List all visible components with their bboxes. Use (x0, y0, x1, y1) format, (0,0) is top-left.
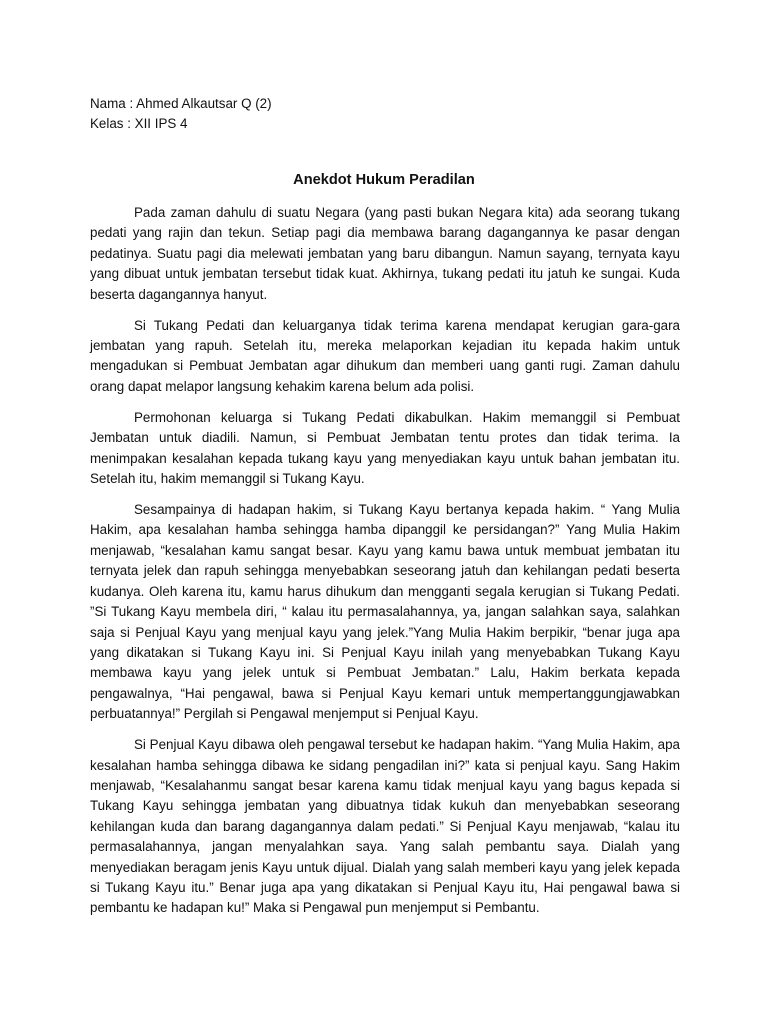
student-name: Nama : Ahmed Alkautsar Q (2) (90, 96, 272, 111)
paragraph-1: Pada zaman dahulu di suatu Negara (yang pasti bukan Negara kita) ada seorang tukang pedati yang rajin dan tekun. Setiap pagi dia membawa barang dagangannya ke pasar dengan pedatinya. Suatu pagi dia melewati jembatan yang baru dibangun. Namun sayang, ternyata kayu yang dibuat untuk jembatan tersebut tidak kuat. Akhirnya, tukang pedati itu jatuh ke sungai. Kuda beserta dagangannya hanyut. (90, 205, 680, 302)
document-body (90, 203, 680, 929)
paragraph-5: Si Penjual Kayu dibawa oleh pengawal tersebut ke hadapan hakim. “Yang Mulia Hakim, apa kesalahan hamba sehingga dibawa ke sidang pengadilan ini?” kata si penjual kayu. Sang Hakim menjawab, “Kesalahanmu sangat besar karena kamu tidak menjual kayu yang bagus kepada si Tukang Kayu sehingga jembatan yang dibuatnya tidak kukuh dan menyebabkan seseorang kehilangan kuda dan barang dagangannya dalam pedati.” Si Penjual Kayu menjawab, “kalau itu permasalahannya, jangan menyalahkan saya. Yang salah pembantu saya. Dialah yang menyediakan beragam jenis Kayu untuk dijual. Dialah yang salah memberi kayu yang jelek kepada si Tukang Kayu itu.” Benar juga apa yang dikatakan si Penjual Kayu itu, Hai pengawal bawa si pembantu ke hadapan ku!” Maka si Pengawal pun menjemput si Pembantu. (90, 737, 680, 916)
paragraph-4: Sesampainya di hadapan hakim, si Tukang Kayu bertanya kepada hakim. “ Yang Mulia Hakim, apa kesalahan hamba sehingga hamba dipanggil ke persidangan?” Yang Mulia Hakim menjawab, “kesalahan kamu sangat besar. Kayu yang kamu bawa untuk membuat jembatan itu ternyata jelek dan rapuh sehingga menyebabkan seseorang jatuh dan kehilangan pedati beserta kudanya. Oleh karena itu, kamu harus dihukum dan mengganti segala kerugian si Tukang Pedati. ”Si Tukang Kayu membela diri, “ kalau itu permasalahannya, ya, jangan salahkan saya, salahkan saja si Penjual Kayu yang menjual kayu yang jelek.”Yang Mulia Hakim berpikir, “benar juga apa yang dikatakan si Tukang Kayu ini. Si Penjual Kayu inilah yang menyebabkan Tukang Kayu membawa kayu yang jelek untuk si Pembuat Jembatan.” Lalu, Hakim berkata kepada pengawalnya, “Hai pengawal, bawa si Penjual Kayu kemari untuk mempertanggungjawabkan perbuatannya!” Pergilah si Pengawal menjemput si Penjual Kayu. (90, 502, 680, 722)
paragraph-3: Permohonan keluarga si Tukang Pedati dikabulkan. Hakim memanggil si Pembuat Jembatan untuk diadili. Namun, si Pembuat Jembatan tentu protes dan tidak terima. Ia menimpakan kesalahan kepada tukang kayu yang menyediakan kayu untuk bahan jembatan itu. Setelah itu, hakim memanggil si Tukang Kayu. (90, 409, 680, 487)
document-title: Anekdot Hukum Peradilan (293, 172, 475, 188)
student-class: Kelas : XII IPS 4 (90, 116, 188, 131)
paragraph-2: Si Tukang Pedati dan keluarganya tidak terima karena mendapat kerugian gara-gara jembatan yang rapuh. Setelah itu, mereka melaporkan kejadian itu kepada hakim untuk mengadukan si Pembuat Jembatan agar dihukum dan memberi uang ganti rugi. Zaman dahulu orang dapat melapor langsung kehakim karena belum ada polisi. (90, 317, 680, 394)
student-info (90, 94, 272, 134)
